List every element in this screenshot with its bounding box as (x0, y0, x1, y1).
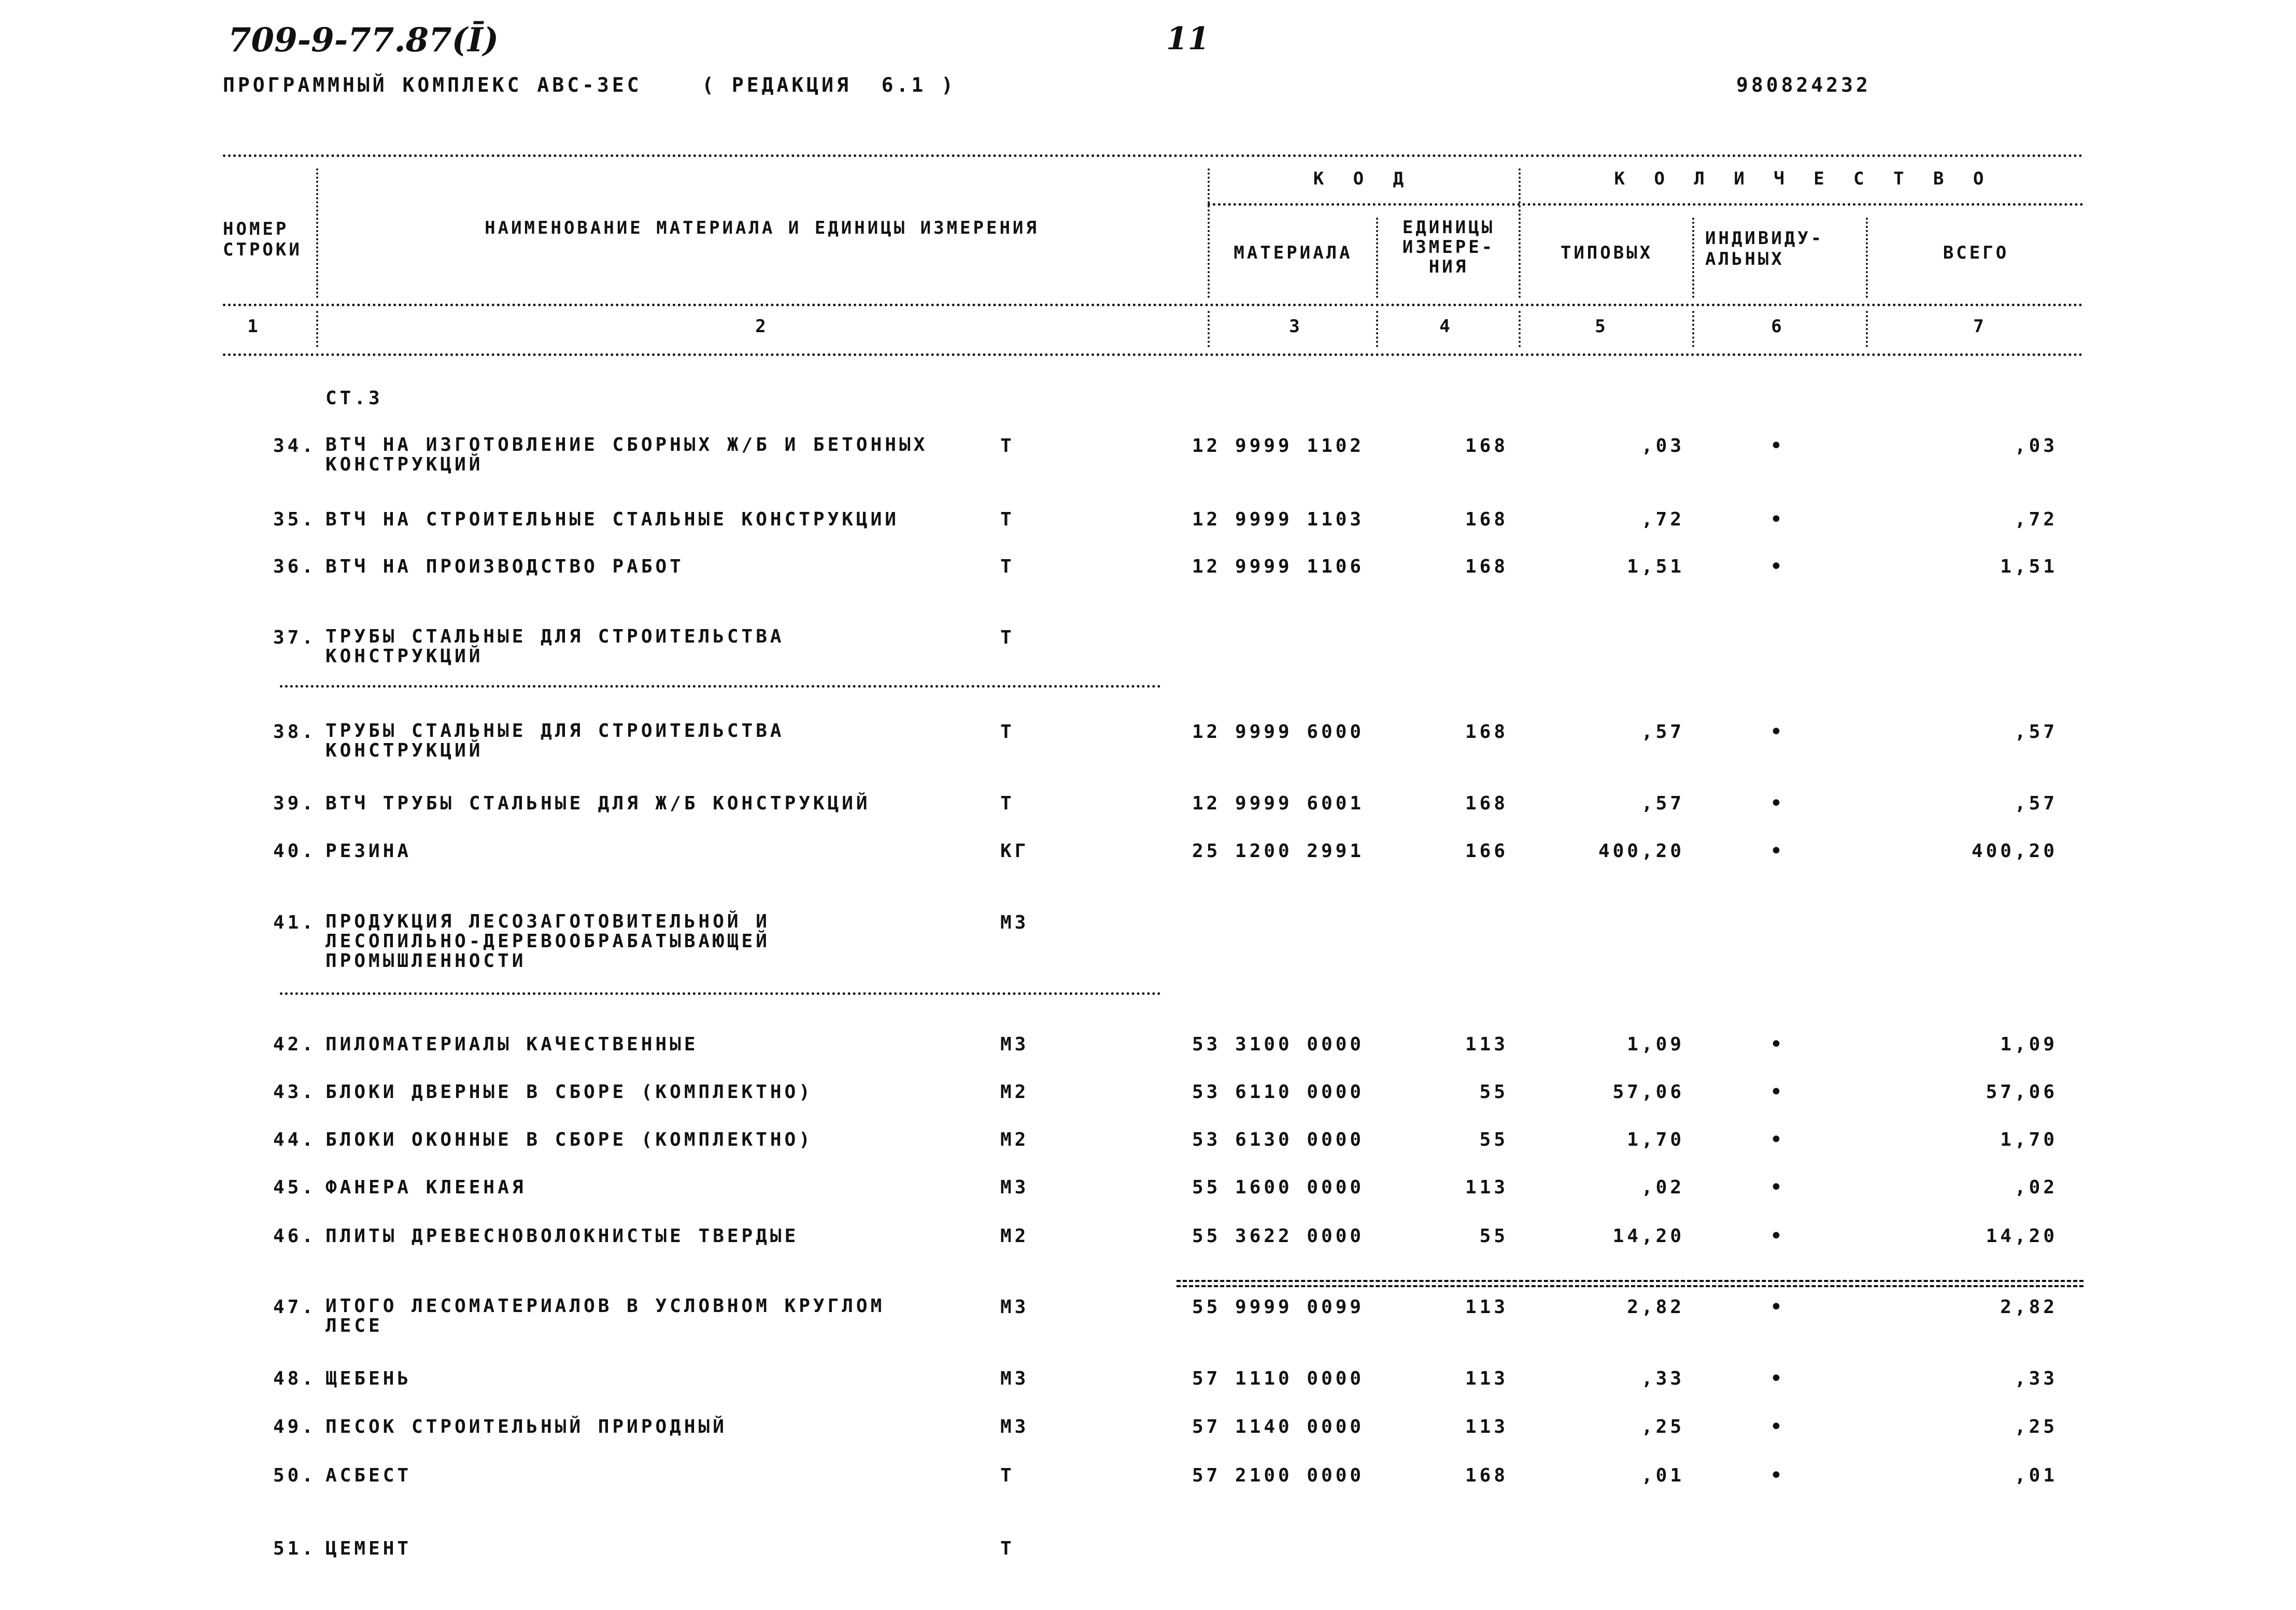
row-number: 34. (273, 435, 316, 457)
unit-code: 113 (1465, 1177, 1508, 1198)
col-header-row-number: НОМЕР СТРОКИ (223, 219, 302, 260)
unit-code: 166 (1465, 840, 1508, 862)
material-code: 53 6130 0000 (1192, 1129, 1365, 1150)
row-number: 39. (273, 793, 316, 814)
qty-typical: ,02 (1641, 1177, 1684, 1198)
material-name: ТРУБЫ СТАЛЬНЫЕ ДЛЯ СТРОИТЕЛЬСТВА КОНСТРУКЦИЙ (325, 626, 785, 667)
col-number: 4 (1439, 316, 1453, 337)
header-divider (1866, 311, 1868, 347)
material-name: ВТЧ ТРУБЫ СТАЛЬНЫЕ ДЛЯ Ж/Б КОНСТРУКЦИЙ (325, 793, 871, 814)
qty-individual: • (1770, 1034, 1785, 1055)
qty-typical: 1,51 (1627, 556, 1684, 577)
header-divider (1376, 218, 1378, 298)
qty-individual: • (1770, 1177, 1785, 1198)
unit-code: 113 (1465, 1034, 1508, 1055)
row-number: 46. (273, 1226, 316, 1247)
qty-typical: ,72 (1641, 509, 1684, 530)
qty-total: 2,82 (2000, 1296, 2058, 1318)
row-number: 43. (273, 1081, 316, 1103)
unit-code: 168 (1465, 793, 1508, 814)
material-code: 57 1140 0000 (1192, 1416, 1365, 1437)
unit: Т (1000, 1538, 1015, 1559)
material-code: 12 9999 6000 (1192, 721, 1365, 743)
row-number: 47. (273, 1296, 316, 1318)
group-header-code: К О Д (1313, 168, 1413, 189)
row-number: 35. (273, 509, 316, 530)
material-code: 25 1200 2991 (1192, 840, 1365, 862)
qty-typical: 2,82 (1627, 1296, 1684, 1318)
qty-total: ,33 (2014, 1368, 2058, 1389)
qty-total: ,57 (2014, 721, 2058, 743)
col-number: 1 (247, 316, 261, 337)
header-divider (1208, 311, 1210, 347)
material-name: ВТЧ НА ИЗГОТОВЛЕНИЕ СБОРНЫХ Ж/Б И БЕТОННЫХ КОНСТРУКЦИЙ (325, 434, 928, 475)
unit-code: 55 (1479, 1226, 1508, 1247)
qty-total: 400,20 (1971, 840, 2058, 862)
qty-typical: 57,06 (1612, 1081, 1684, 1103)
unit: М2 (1000, 1081, 1029, 1103)
document-number: 980824232 (1736, 74, 1871, 96)
qty-individual: • (1770, 1226, 1785, 1247)
group-header-quantity: К О Л И Ч Е С Т В О (1614, 168, 1993, 189)
material-code: 55 3622 0000 (1192, 1226, 1365, 1247)
material-name: РЕЗИНА (325, 840, 412, 862)
program-line: ПРОГРАММНЫЙ КОМПЛЕКС АВС-ЗЕС ( РЕДАКЦИЯ 6.1 ) (223, 74, 957, 96)
row-number: 37. (273, 627, 316, 648)
unit: М3 (1000, 1416, 1029, 1437)
row-number: 38. (273, 721, 316, 743)
material-name: ТРУБЫ СТАЛЬНЫЕ ДЛЯ СТРОИТЕЛЬСТВА КОНСТРУКЦИЙ (325, 720, 785, 761)
unit: Т (1000, 509, 1015, 530)
material-name: ПЕСОК СТРОИТЕЛЬНЫЙ ПРИРОДНЫЙ (325, 1416, 727, 1437)
qty-individual: • (1770, 1416, 1785, 1437)
unit-code: 55 (1479, 1129, 1508, 1150)
header-divider (316, 311, 318, 347)
col-number: 2 (755, 316, 769, 337)
header-divider (1519, 311, 1521, 347)
qty-total: 1,09 (2000, 1034, 2058, 1055)
qty-total: ,25 (2014, 1416, 2058, 1437)
material-name: БЛОКИ ДВЕРНЫЕ В СБОРЕ (КОМПЛЕКТНО) (325, 1081, 813, 1103)
column-number-rule (223, 353, 2084, 356)
col-number: 3 (1289, 316, 1302, 337)
material-code: 57 1110 0000 (1192, 1368, 1365, 1389)
material-name: ИТОГО ЛЕСОМАТЕРИАЛОВ В УСЛОВНОМ КРУГЛОМ ЛЕСЕ (325, 1295, 885, 1336)
col-header-individual: ИНДИВИДУ- АЛЬНЫХ (1705, 228, 1824, 269)
col-number: 7 (1973, 316, 1987, 337)
qty-individual: • (1770, 1296, 1785, 1318)
qty-individual: • (1770, 509, 1785, 530)
handwritten-page-number: 11 (1166, 21, 1210, 57)
group-separator-rule (280, 685, 1161, 688)
unit: Т (1000, 556, 1015, 577)
material-name: АСБЕСТ (325, 1465, 412, 1486)
handwritten-document-code: 709-9-77.87(Ī) (228, 21, 499, 60)
qty-typical: 14,20 (1612, 1226, 1684, 1247)
unit-code: 113 (1465, 1368, 1508, 1389)
material-name: ВТЧ НА ПРОИЗВОДСТВО РАБОТ (325, 556, 684, 577)
unit-code: 168 (1465, 556, 1508, 577)
header-divider (1692, 218, 1694, 298)
material-name: ФАНЕРА КЛЕЕНАЯ (325, 1177, 527, 1198)
col-header-material-code: МАТЕРИАЛА (1234, 243, 1353, 263)
total-double-rule (1177, 1280, 2084, 1287)
unit: М2 (1000, 1226, 1029, 1247)
header-divider (1208, 168, 1210, 298)
unit: Т (1000, 1465, 1015, 1486)
col-header-total: ВСЕГО (1943, 243, 2009, 263)
col-header-typical: ТИПОВЫХ (1560, 243, 1653, 263)
header-bottom-rule (223, 304, 2084, 306)
qty-typical: 1,09 (1627, 1034, 1684, 1055)
qty-total: 14,20 (1986, 1226, 2058, 1247)
col-header-name: НАИМЕНОВАНИЕ МАТЕРИАЛА И ЕДИНИЦЫ ИЗМЕРЕНИЯ (485, 218, 1039, 238)
unit: КГ (1000, 840, 1029, 862)
unit: М2 (1000, 1129, 1029, 1150)
qty-typical: ,01 (1641, 1465, 1684, 1486)
qty-total: ,01 (2014, 1465, 2058, 1486)
material-code: 55 9999 0099 (1192, 1296, 1365, 1318)
row-number: 42. (273, 1034, 316, 1055)
qty-individual: • (1770, 840, 1785, 862)
material-code: 57 2100 0000 (1192, 1465, 1365, 1486)
unit-code: 113 (1465, 1296, 1508, 1318)
header-divider (1866, 218, 1868, 298)
code-group-rule (1208, 203, 2084, 206)
group-separator-rule (280, 992, 1161, 995)
row-number: 48. (273, 1368, 316, 1389)
row-number: 44. (273, 1129, 316, 1150)
material-code: 12 9999 6001 (1192, 793, 1365, 814)
table-top-rule (223, 154, 2084, 157)
row-number: 45. (273, 1177, 316, 1198)
unit-code: 168 (1465, 1465, 1508, 1486)
unit: Т (1000, 793, 1015, 814)
header-divider (316, 168, 318, 298)
material-name: БЛОКИ ОКОННЫЕ В СБОРЕ (КОМПЛЕКТНО) (325, 1129, 813, 1150)
row-number: 49. (273, 1416, 316, 1437)
material-name: ПИЛОМАТЕРИАЛЫ КАЧЕСТВЕННЫЕ (325, 1034, 699, 1055)
unit: М3 (1000, 1368, 1029, 1389)
material-code: 12 9999 1102 (1192, 435, 1365, 457)
qty-individual: • (1770, 556, 1785, 577)
qty-individual: • (1770, 721, 1785, 743)
unit: Т (1000, 721, 1015, 743)
row-number: 36. (273, 556, 316, 577)
col-header-unit-code: ЕДИНИЦЫ ИЗМЕРЕ- НИЯ (1402, 217, 1495, 277)
material-name: ЩЕБЕНЬ (325, 1368, 412, 1389)
qty-typical: ,57 (1641, 721, 1684, 743)
qty-typical: ,33 (1641, 1368, 1684, 1389)
qty-individual: • (1770, 435, 1785, 457)
qty-total: ,72 (2014, 509, 2058, 530)
qty-typical: ,03 (1641, 435, 1684, 457)
material-code: 53 3100 0000 (1192, 1034, 1365, 1055)
material-code: 12 9999 1106 (1192, 556, 1365, 577)
qty-total: ,57 (2014, 793, 2058, 814)
row-number: 41. (273, 912, 316, 933)
header-divider (1692, 311, 1694, 347)
unit: М3 (1000, 1177, 1029, 1198)
material-name: ВТЧ НА СТРОИТЕЛЬНЫЕ СТАЛЬНЫЕ КОНСТРУКЦИИ (325, 509, 899, 530)
unit: Т (1000, 627, 1015, 648)
material-name: ПЛИТЫ ДРЕВЕСНОВОЛОКНИСТЫЕ ТВЕРДЫЕ (325, 1226, 799, 1247)
qty-individual: • (1770, 793, 1785, 814)
unit-code: 113 (1465, 1416, 1508, 1437)
section-label: СТ.3 (325, 388, 383, 409)
qty-individual: • (1770, 1368, 1785, 1389)
unit: Т (1000, 435, 1015, 457)
qty-typical: ,57 (1641, 793, 1684, 814)
row-number: 51. (273, 1538, 316, 1559)
material-name: ЦЕМЕНТ (325, 1538, 412, 1559)
qty-typical: ,25 (1641, 1416, 1684, 1437)
qty-typical: 1,70 (1627, 1129, 1684, 1150)
row-number: 40. (273, 840, 316, 862)
col-number: 6 (1771, 316, 1784, 337)
qty-individual: • (1770, 1465, 1785, 1486)
unit-code: 168 (1465, 435, 1508, 457)
unit: М3 (1000, 912, 1029, 933)
unit-code: 55 (1479, 1081, 1508, 1103)
qty-total: ,03 (2014, 435, 2058, 457)
qty-typical: 400,20 (1598, 840, 1684, 862)
qty-total: 57,06 (1986, 1081, 2058, 1103)
unit: М3 (1000, 1034, 1029, 1055)
qty-individual: • (1770, 1129, 1785, 1150)
unit: М3 (1000, 1296, 1029, 1318)
header-divider (1376, 311, 1378, 347)
material-code: 53 6110 0000 (1192, 1081, 1365, 1103)
unit-code: 168 (1465, 721, 1508, 743)
material-name: ПРОДУКЦИЯ ЛЕСОЗАГОТОВИТЕЛЬНОЙ И ЛЕСОПИЛЬНО-ДЕРЕВООБРАБАТЫВАЮЩЕЙ ПРОМЫШЛЕННОСТИ (325, 911, 770, 972)
row-number: 50. (273, 1465, 316, 1486)
qty-individual: • (1770, 1081, 1785, 1103)
header-divider (1519, 168, 1521, 298)
material-code: 12 9999 1103 (1192, 509, 1365, 530)
material-code: 55 1600 0000 (1192, 1177, 1365, 1198)
qty-total: ,02 (2014, 1177, 2058, 1198)
qty-total: 1,51 (2000, 556, 2058, 577)
unit-code: 168 (1465, 509, 1508, 530)
col-number: 5 (1595, 316, 1608, 337)
qty-total: 1,70 (2000, 1129, 2058, 1150)
